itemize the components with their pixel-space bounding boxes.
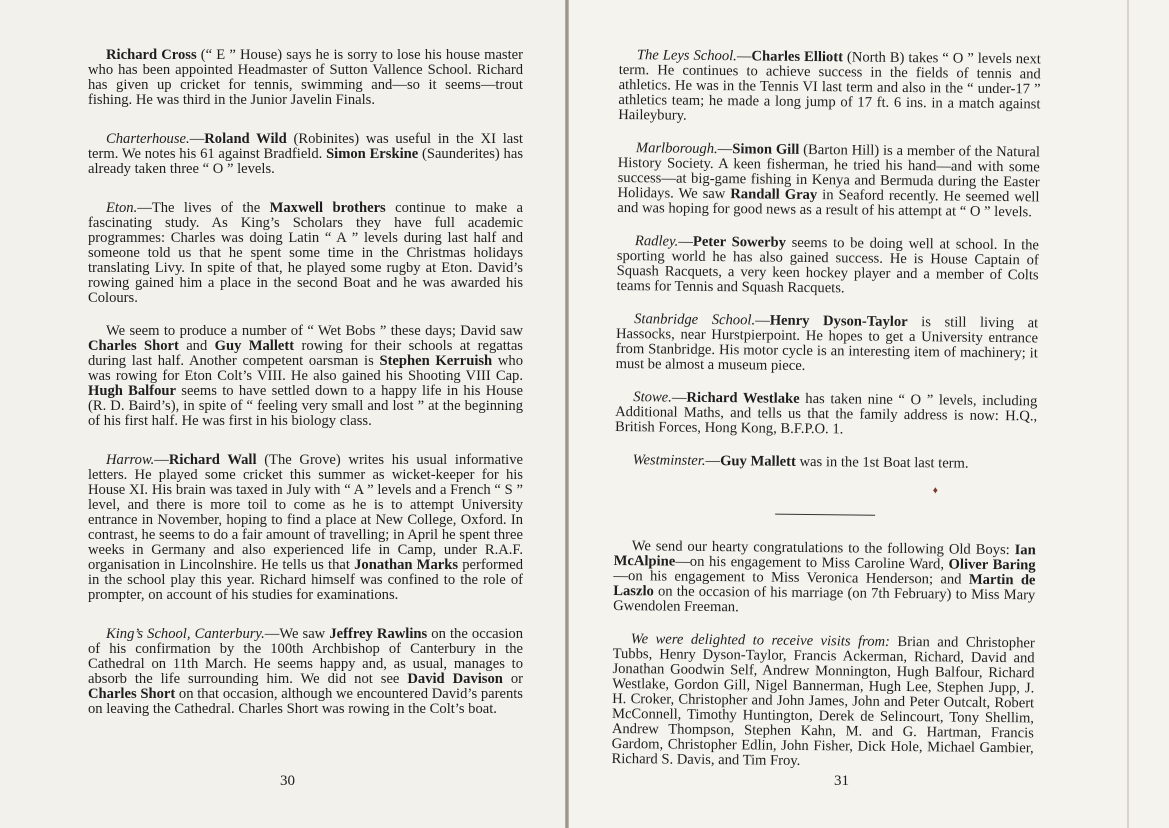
congratulations-paragraph [613,539,1036,618]
text-run: (The Grove) writes his usual informative letters. He played some cricket this summer as wicket-keeper for his House XI. His brain was taxed in July with “ A ” levels and a French “ S ” level, and there is more toil to come as he is to attempt University entrance in November, hoping to find a place at New College, Oxford. In contrast, he seems to do a fair amount of travelling; in April he spent three weeks in Germany and also experienced life in Camp, under R.A.F. organisation in Lincolnshire. He tells us that [88,452,523,573]
text-run: —The lives of the [137,200,270,216]
text-run: (Robinites) was useful in the XI last term. We notes his 61 against Bradfield. [88,131,523,162]
text-run: and [178,338,215,354]
person-name: Peter Sowerby [692,233,787,251]
text-run: —on his engagement to Miss Caroline Ward, [675,553,949,573]
person-name: Guy Mallett [720,453,796,470]
paragraph [616,312,1039,376]
text-run: — [154,452,169,468]
school-heading: Marlborough. [635,140,718,158]
person-name: Roland Wild [204,131,287,147]
school-heading: Stowe. [633,389,672,406]
person-name: Martin de Laszlo [613,571,1036,600]
person-name: David Davison [407,671,503,687]
text-run: on the occasion of his marriage (on 7th February) to Miss Mary Gwendolen Freeman. [613,583,1036,616]
person-name: Charles Short [88,686,176,702]
visits-paragraph [611,632,1034,771]
school-heading: King’s School, Canterbury. [106,626,265,642]
person-name: Henry Dyson-Taylor [769,312,908,331]
text-run: has taken nine “ O ” levels, including Additional Maths, and tells us that the family address is now: H.Q., British Forces, Hong Kong, B.F.P.O. 1. [614,390,1038,438]
paragraph [88,324,523,429]
person-name: Richard Cross [106,47,197,63]
paragraph [617,141,1040,220]
paragraph [618,48,1041,127]
text-run: continue to make a fascinating study. As King’s Scholars they have full academic programmes: Charles was doing Latin “ A ” levels during last half and someone told us that he spent some time in the Christmas holidays translating Livy. In spite of that, he played some rugby at Eton. David’s rowing gained him a place in the second Boat and he was awarded his Colours. [88,200,523,306]
person-name: Jonathan Marks [354,557,459,573]
section-divider [775,514,875,516]
text-run: who was rowing for Eton Colt’s VIII. He also gained his Shooting VIII Cap. [88,353,523,384]
school-heading: Harrow. [106,452,155,468]
text-run: — [717,141,733,158]
page-edge [1127,0,1129,828]
text-run: We seem to produce a number of “ Wet Bobs ” these days; David saw [106,323,523,339]
page-number-right: 31 [834,773,849,789]
person-name: Simon Gill [732,141,800,158]
text-run: is still living at Hassocks, near Hurstpierpoint. He hopes to get a University entrance from Stanbridge. His motor cycle is an interesting item of machinery; it must be almost a museum piece. [615,314,1039,374]
text-run: Brian and Christopher Tubbs, Henry Dyson-Taylor, Francis Ackerman, Richard, David and Jonathan Goodwin Self, Andrew Monnington, Hugh Balfour, Richard Westlake, Gordon Gill, Nigel Bannerman, Hugh Lee, Stephen Jupp, J. H. Croker, Christopher and John James, John and Peter Outcalt, Robert McConnell, Timothy Huntington, Derek de Selincourt, Tony Shellim, Andrew Thompson, Stephen Kahn, M. and G. Hartman, Francis Gardom, Christopher Edlin, John Fisher, Dick Hole, Michael Gambier, Richard S. Davis, and Tim Froy. [611,633,1035,769]
text-run: —on his engagement to Miss Veronica Henderson; and [613,567,969,588]
person-name: Simon Erskine [326,146,419,162]
person-name: Charles Elliott [751,48,844,66]
text-run: — [671,389,687,406]
paragraph [88,201,523,306]
paragraph [88,453,523,603]
left-page [0,0,565,828]
text-run: or [502,671,524,687]
text-run: —We saw [264,626,330,642]
left-page-body [88,48,523,717]
person-name: Richard Wall [168,452,257,468]
page-number-left: 30 [280,773,295,789]
person-name: Stephen Kerruish [379,353,493,369]
right-page-body [615,48,1041,472]
person-name: Guy Mallett [214,338,295,354]
paragraph [88,48,523,108]
school-heading: Charterhouse. [106,131,190,147]
text-run: in Seaford recently. He seemed well and was hoping for good news as a result of his attempt at “ O ” levels. [617,187,1040,221]
person-name: Richard Westlake [686,389,800,407]
text-run: seems to be doing well at school. In the sporting world he has also gained success. He is House Captain of Squash Racquets, a very keen hockey player and a member of Colts teams for Tennis and Squash Racquets. [616,234,1040,297]
person-name: Randall Gray [730,186,818,204]
text-run: (Saunderites) has already taken three “ O ” levels. [88,146,523,177]
right-page [569,0,1169,828]
school-heading: Stanbridge School. [634,311,756,329]
paragraph [88,627,523,717]
paragraph [88,132,523,177]
text-run: — [678,233,694,250]
text-run: (“ E ” House) says he is sorry to lose his house master who has been appointed Headmaster of Sutton Vallence School. Richard has given up cricket for tennis, swimming and—so it seems—trout fishing. He was third in the Junior Javelin Finals. [88,47,523,108]
person-name: Hugh Balfour [88,383,176,399]
text-run: — [189,131,205,147]
school-heading: We were delighted to receive visits from: [630,631,891,650]
person-name: Charles Short [88,338,179,354]
text-run: on the occasion of his confirmation by the 100th Archbishop of Canterbury in the Cathedral on 11th March. He seems happy and, as usual, manages to absorb the life surrounding him. We did not see [88,626,523,687]
paragraph [616,234,1039,298]
person-name: Jeffrey Rawlins [329,626,428,642]
text-run: (North B) takes “ O ” levels next term. He continues to achieve success in the fields of tennis and athletics. He was in the Tennis VI last term and also in the “ under-17 ” athletics team; he made a long jump of 17 ft. 6 ins. in a match against Haileybury. [618,49,1041,124]
person-name: Oliver Baring [948,556,1036,574]
school-heading: Radley. [634,233,679,250]
paragraph [615,453,1037,472]
ink-mark-icon: ♦ [932,485,938,497]
text-run: rowing for their schools at regattas during last half. Another competent oarsman is [88,338,523,369]
text-run: — [736,48,752,65]
school-heading: Eton. [106,200,138,216]
paragraph [615,390,1037,439]
text-run: was in the 1st Boat last term. [795,453,969,472]
school-heading: Westminster. [632,452,706,469]
text-run: performed in the school play this year. Richard himself was confined to the role of prompter, on account of his studies for examinations. [88,557,524,603]
text-run: — [755,312,770,329]
text-run: on that occasion, although we encountered David’s parents on leaving the Cathedral. Charles Short was rowing in the Colt’s boat. [88,686,523,717]
text-run: (Barton Hill) is a member of the Natural History Society. A keen fisherman, he tried his hand—and with some success—at big-game fishing in Kenya and Bermuda during the Easter Holidays. We saw [617,141,1041,203]
person-name: Ian McAlpine [613,542,1036,570]
text-run: seems to have settled down to a happy life in his House (R. D. Baird’s), in spite of “ feeling very small and lost ” at the beginning of his first half. He was first in his biology class. [88,383,523,429]
person-name: Maxwell brothers [269,200,386,216]
school-heading: The Leys School. [636,47,737,65]
text-run: — [705,452,721,470]
text-run: We send our hearty congratulations to the following Old Boys: [631,538,1015,559]
